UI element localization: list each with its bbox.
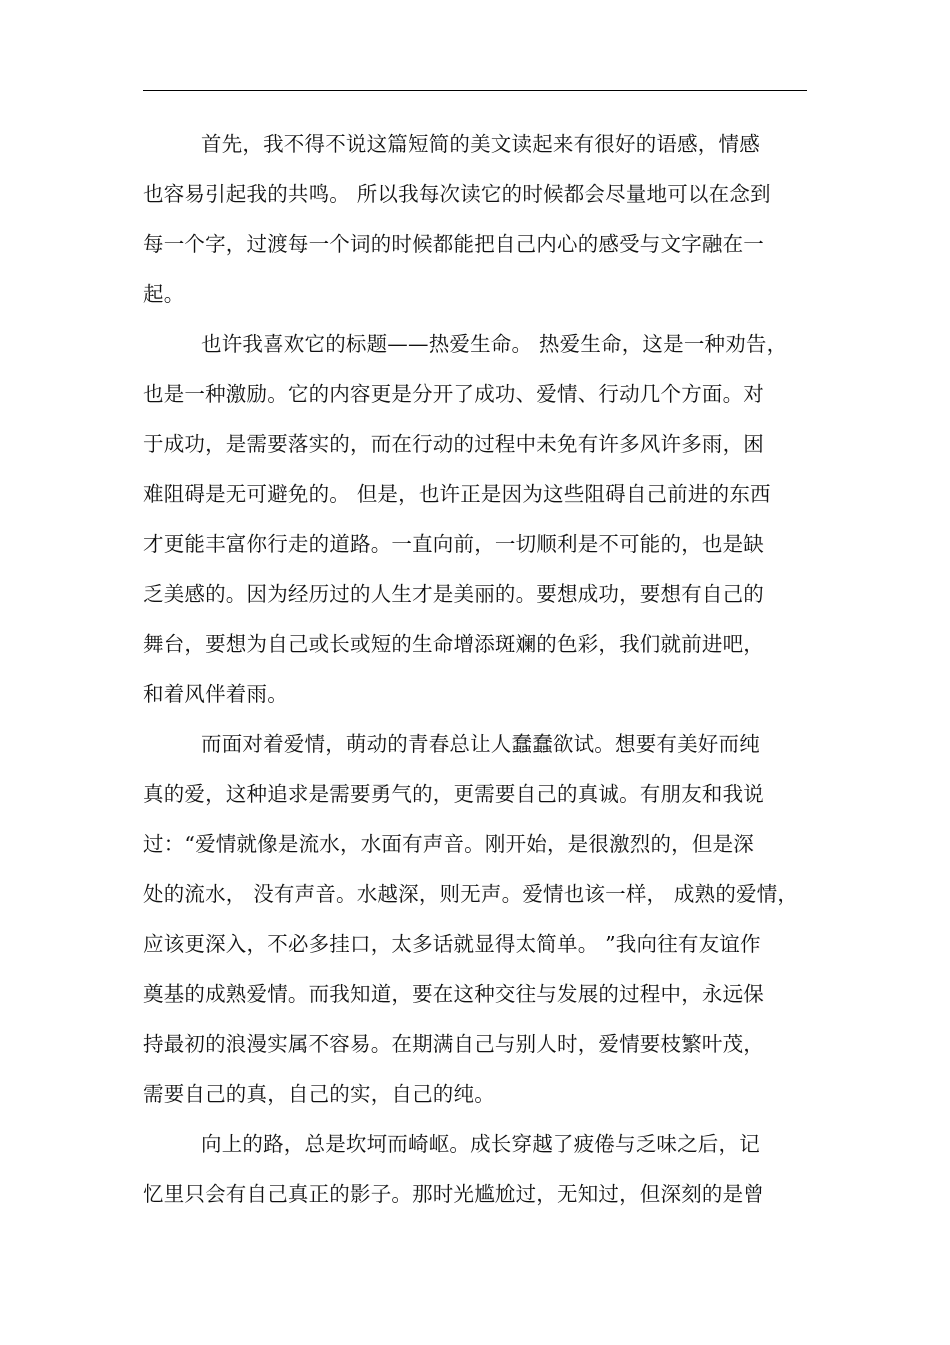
paragraph-line: 应该更深入，不必多挂口，太多话就显得太简单。 ”我向往有友谊作 [143, 932, 761, 956]
paragraph-line: 才更能丰富你行走的道路。一直向前，一切顺利是不可能的，也是缺 [143, 532, 764, 556]
paragraph-line: 过：“爱情就像是流水，水面有声音。刚开始，是很激烈的，但是深 [143, 832, 754, 856]
paragraph-line: 忆里只会有自己真正的影子。那时光尴尬过，无知过，但深刻的是曾 [143, 1182, 764, 1206]
paragraph-line: 也容易引起我的共鸣。 所以我每次读它的时候都会尽量地可以在念到 [143, 182, 771, 206]
paragraph-line: 持最初的浪漫实属不容易。在期满自己与别人时，爱情要枝繁叶茂， [143, 1032, 764, 1056]
paragraph-line: 需要自己的真，自己的实，自己的纯。 [143, 1082, 495, 1106]
paragraph-line: 也许我喜欢它的标题——热爱生命。 热爱生命，这是一种劝告， [201, 332, 788, 356]
paragraph-line: 而面对着爱情，萌动的青春总让人蠢蠢欲试。想要有美好而纯 [201, 732, 760, 756]
paragraph-line: 乏美感的。因为经历过的人生才是美丽的。要想成功，要想有自己的 [143, 582, 764, 606]
header-rule [143, 90, 807, 91]
paragraph-line: 难阻碍是无可避免的。 但是，也许正是因为这些阻碍自己前进的东西 [143, 482, 771, 506]
paragraph-line: 舞台，要想为自己或长或短的生命增添斑斓的色彩，我们就前进吧， [143, 632, 764, 656]
paragraph-line: 真的爱，这种追求是需要勇气的，更需要自己的真诚。有朋友和我说 [143, 782, 764, 806]
paragraph-line: 起。 [143, 282, 185, 306]
paragraph-line: 奠基的成熟爱情。而我知道，要在这种交往与发展的过程中，永远保 [143, 982, 764, 1006]
paragraph-line: 每一个字，过渡每一个词的时候都能把自己内心的感受与文字融在一 [143, 232, 764, 256]
paragraph-line: 于成功，是需要落实的，而在行动的过程中未免有许多风许多雨，困 [143, 432, 764, 456]
paragraph-line: 也是一种激励。它的内容更是分开了成功、爱情、行动几个方面。对 [143, 382, 764, 406]
paragraph-line: 首先，我不得不说这篇短简的美文读起来有很好的语感，情感 [201, 132, 760, 156]
paragraph-line: 向上的路，总是坎坷而崎岖。成长穿越了疲倦与乏味之后，记 [201, 1132, 760, 1156]
paragraph-line: 处的流水， 没有声音。水越深，则无声。爱情也该一样， 成熟的爱情， [143, 882, 799, 906]
paragraph-line: 和着风伴着雨。 [143, 682, 288, 706]
